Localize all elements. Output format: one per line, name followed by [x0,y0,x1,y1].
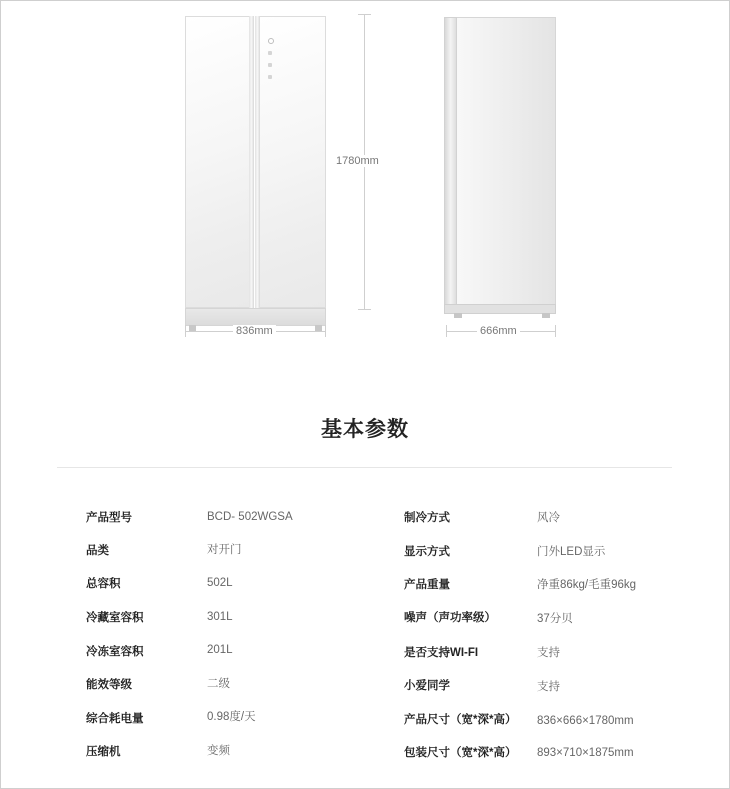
spec-label: 综合耗电量 [86,713,144,725]
display-panel-icon [268,38,274,44]
spec-value: 对开门 [207,544,242,556]
spec-value: 风冷 [537,512,560,524]
depth-dimension-label: 666mm [477,325,520,337]
right-door-handle [255,16,260,308]
spec-value: 支持 [537,681,560,693]
spec-label: 产品重量 [404,579,450,591]
spec-label: 噪声（声功率级） [404,612,496,624]
spec-label: 产品尺寸（宽*深*高） [404,714,517,726]
spec-label: 包装尺寸（宽*深*高） [404,747,517,759]
dimension-tick [358,14,371,15]
display-indicator-icon [268,63,272,67]
fridge-foot [542,313,550,318]
fridge-side-body [456,17,556,307]
spec-label: 小爱同学 [404,680,450,692]
section-divider [57,467,672,468]
spec-label: 是否支持WI-FI [404,647,479,659]
dimension-tick [446,325,447,337]
spec-value: 301L [207,611,233,623]
dimension-tick [358,309,371,310]
display-indicator-icon [268,51,272,55]
spec-value: 变频 [207,745,230,757]
dimension-tick [325,325,326,337]
spec-value: 门外LED显示 [537,546,606,558]
fridge-foot [454,313,462,318]
spec-value: 502L [207,577,233,589]
spec-value: 37分贝 [537,613,573,625]
display-indicator-icon [268,75,272,79]
spec-value: 0.98度/天 [207,711,256,723]
spec-value: 836×666×1780mm [537,715,634,727]
fridge-left-door [185,16,251,308]
section-title: 基本参数 [321,418,409,441]
spec-label: 显示方式 [404,546,450,558]
width-dimension-label: 836mm [233,325,276,337]
dimension-tick [185,325,186,337]
spec-value: 893×710×1875mm [537,747,634,759]
fridge-front-image [185,16,326,308]
fridge-right-door [259,16,326,308]
spec-value: 净重86kg/毛重96kg [537,579,637,591]
spec-label: 冷冻室容积 [86,646,144,658]
spec-value: BCD- 502WGSA [207,511,293,523]
dimension-tick [555,325,556,337]
left-door-handle [249,16,254,308]
height-dimension-label: 1780mm [333,155,382,167]
spec-label: 冷藏室容积 [86,612,144,624]
fridge-base [185,308,326,326]
spec-value: 201L [207,644,233,656]
spec-label: 制冷方式 [404,512,450,524]
fridge-side-image [444,14,556,310]
spec-label: 压缩机 [86,746,121,758]
fridge-side-door [444,17,457,309]
spec-label: 总容积 [86,578,121,590]
spec-value: 二级 [207,678,230,690]
spec-label: 产品型号 [86,512,132,524]
spec-label: 品类 [86,545,109,557]
spec-label: 能效等级 [86,679,132,691]
spec-value: 支持 [537,647,560,659]
